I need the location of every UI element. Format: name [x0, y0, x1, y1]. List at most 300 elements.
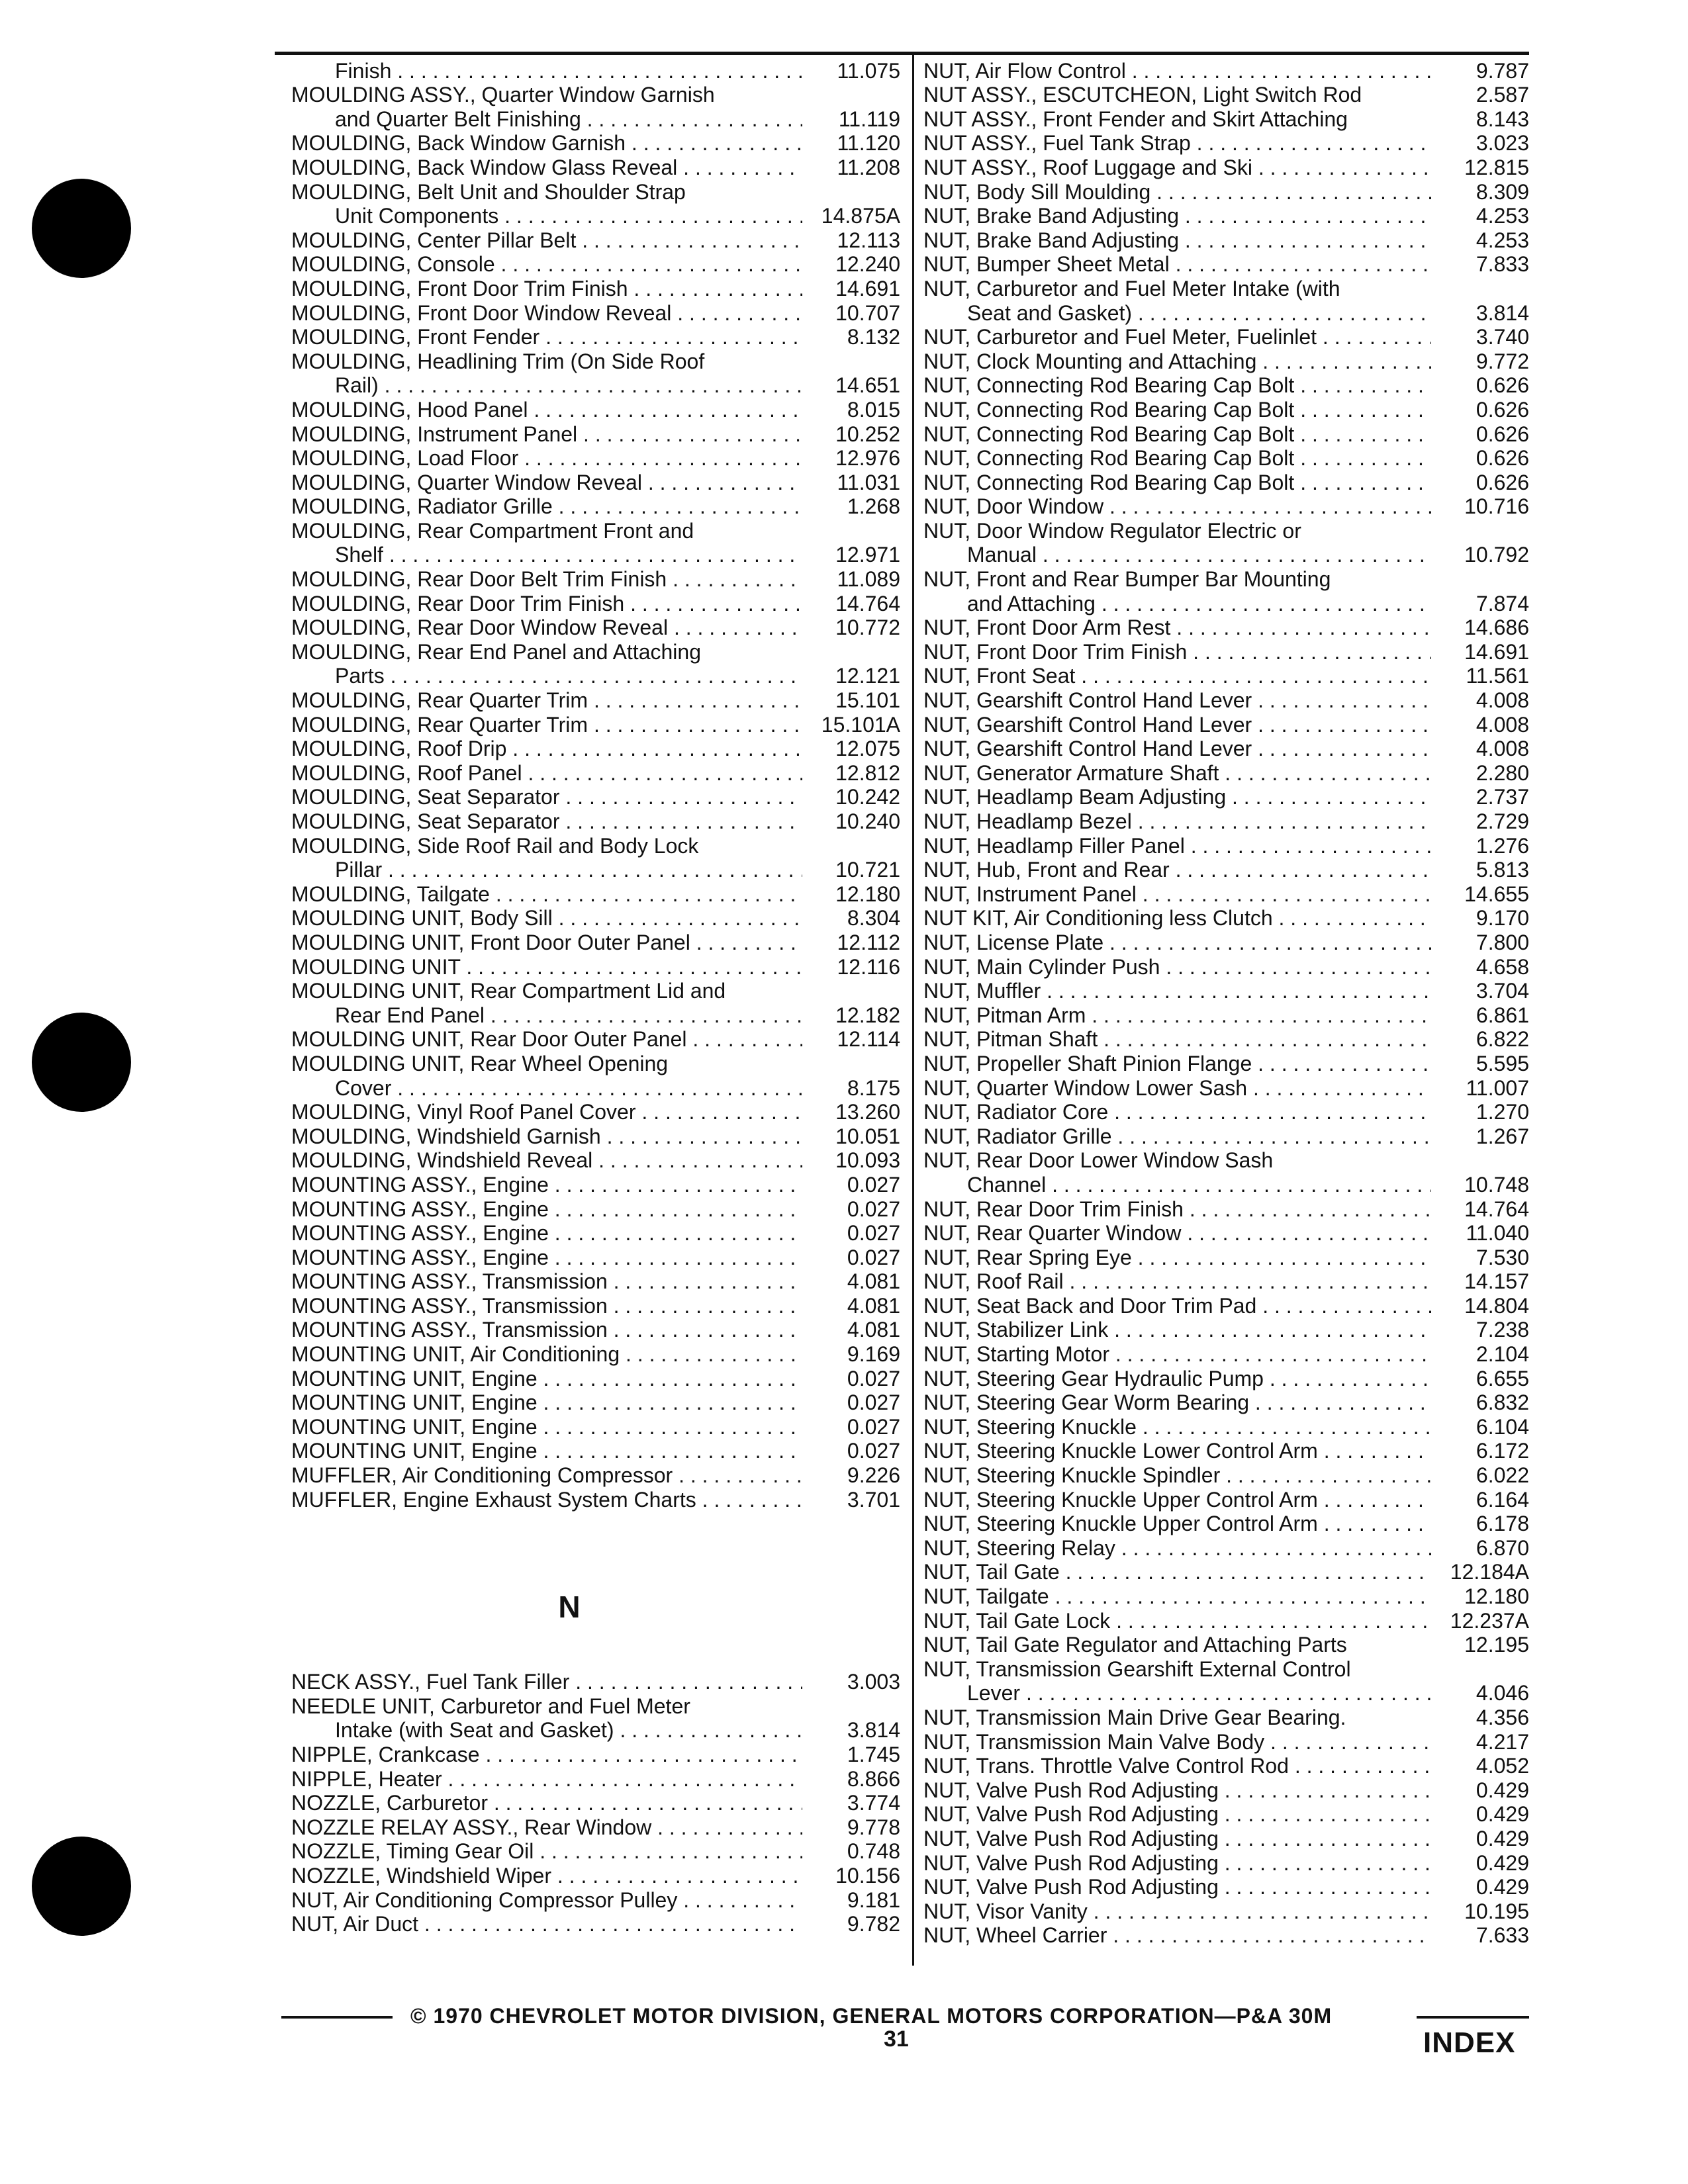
entry-page-ref: 3.003 — [847, 1670, 900, 1694]
entry-text: MOULDING, Front Door Window Reveal . . . — [291, 301, 802, 325]
entry-text: NUT, Tail Gate Regulator and Attaching Parts — [923, 1633, 1347, 1657]
index-entry — [923, 833, 1529, 858]
entry-page-ref: 0.626 — [1476, 422, 1529, 446]
entry-page-ref: 10.716 — [1464, 494, 1529, 519]
entry-text: NUT, Carburetor and Fuel Meter Intake (with — [923, 276, 1340, 300]
index-entry — [923, 688, 1529, 712]
entry-page-ref: 14.764 — [1464, 1197, 1529, 1221]
entry-text: MOULDING, Rear End Panel and Attaching — [291, 639, 701, 664]
entry-page-ref: 9.226 — [847, 1463, 900, 1488]
entry-page-ref: 4.217 — [1476, 1729, 1529, 1754]
entry-text: Rail) . . . — [291, 373, 802, 397]
entry-text: MOULDING, Back Window Glass Reveal . . . — [291, 156, 802, 179]
entry-page-ref: 0.027 — [847, 1366, 900, 1390]
entry-page-ref: 14.651 — [835, 373, 900, 398]
index-entry — [291, 809, 900, 833]
entry-text: NUT, Quarter Window Lower Sash . . . — [923, 1076, 1431, 1100]
index-entry — [291, 1463, 900, 1487]
entry-text: NUT, Front Door Trim Finish . . . — [923, 640, 1431, 664]
entry-page-ref: 10.772 — [835, 615, 900, 640]
entry-text: MOUNTING ASSY., Transmission . . . — [291, 1269, 802, 1293]
entry-text: NUT, Door Window Regulator Electric or — [923, 518, 1301, 543]
index-entry — [291, 615, 900, 640]
entry-text: and Attaching . . . — [923, 592, 1431, 615]
index-entry — [291, 1863, 900, 1888]
entry-text: MUFFLER, Engine Exhaust System Charts . . . — [291, 1488, 802, 1512]
entry-page-ref: 6.655 — [1476, 1366, 1529, 1390]
entry-page-ref: 1.745 — [847, 1743, 900, 1766]
entry-text: MOULDING, Side Roof Rail and Body Lock — [291, 833, 699, 858]
index-entry — [291, 1742, 900, 1766]
entry-text: NUT, Front and Rear Bumper Bar Mounting — [923, 567, 1331, 592]
entry-text: MOULDING, Headlining Trim (On Side Roof — [291, 349, 705, 373]
entry-text: NUT, Headlamp Bezel . . . — [923, 809, 1431, 833]
entry-page-ref: 12.971 — [835, 543, 900, 567]
entry-text: MOUNTING ASSY., Engine . . . — [291, 1197, 802, 1221]
index-list-n — [291, 1670, 900, 1936]
entry-text: Seat and Gasket) . . . — [923, 301, 1431, 325]
entry-text: NUT, Rear Door Lower Window Sash — [923, 1148, 1274, 1173]
index-entry — [923, 325, 1529, 349]
entry-text: NUT, Muffler . . . — [923, 979, 1431, 1003]
entry-page-ref: 9.181 — [847, 1888, 900, 1912]
entry-page-ref: 12.184A — [1450, 1560, 1529, 1584]
entry-page-ref: 0.027 — [847, 1414, 900, 1439]
index-entry — [923, 1778, 1529, 1802]
entry-page-ref: 7.833 — [1476, 252, 1529, 277]
index-entry — [923, 1245, 1529, 1269]
entry-text: NUT, Transmission Main Valve Body . . . — [923, 1730, 1431, 1754]
entry-text: NUT, Main Cylinder Push . . . — [923, 955, 1431, 979]
entry-text: MOULDING UNIT, Body Sill . . . — [291, 906, 802, 930]
entry-page-ref: 14.804 — [1464, 1293, 1529, 1318]
entry-page-ref: 4.008 — [1476, 737, 1529, 761]
entry-page-ref: 7.800 — [1476, 930, 1529, 954]
index-entry — [923, 107, 1529, 131]
index-entry — [923, 567, 1529, 591]
entry-text: NUT, Seat Back and Door Trim Pad . . . — [923, 1294, 1431, 1318]
entry-page-ref: 14.875A — [821, 204, 900, 228]
entry-text: MOULDING, Vinyl Roof Panel Cover . . . — [291, 1100, 802, 1124]
index-entry — [291, 979, 900, 1003]
index-entry — [291, 1414, 900, 1439]
entry-text: NUT, Valve Push Rod Adjusting . . . — [923, 1802, 1431, 1826]
index-entry — [923, 446, 1529, 471]
index-entry — [291, 1694, 900, 1718]
entry-page-ref: 12.075 — [835, 737, 900, 761]
entry-text: NUT, Steering Knuckle Upper Control Arm . . . — [923, 1488, 1431, 1512]
entry-text: NUT, Connecting Rod Bearing Cap Bolt . . . — [923, 398, 1431, 422]
index-entry — [923, 518, 1529, 543]
entry-text: MOULDING, Rear Door Window Reveal . . . — [291, 615, 802, 639]
entry-text: NUT, Gearshift Control Hand Lever . . . — [923, 737, 1431, 760]
index-entry — [923, 712, 1529, 737]
index-entry — [923, 83, 1529, 107]
entry-text: NUT, Tail Gate Lock . . . — [923, 1609, 1431, 1633]
entry-page-ref: 0.027 — [847, 1390, 900, 1415]
entry-page-ref: 6.822 — [1476, 1027, 1529, 1052]
index-entry — [291, 712, 900, 737]
index-entry — [923, 1463, 1529, 1487]
index-entry — [291, 930, 900, 954]
entry-page-ref: 11.040 — [1466, 1221, 1529, 1246]
entry-page-ref: 11.075 — [837, 58, 900, 83]
index-entry — [291, 422, 900, 446]
entry-page-ref: 9.778 — [847, 1815, 900, 1839]
entry-page-ref: 3.774 — [847, 1791, 900, 1815]
index-entry — [291, 664, 900, 688]
entry-page-ref: 14.655 — [1464, 882, 1529, 906]
index-entry — [923, 1027, 1529, 1052]
entry-text: NUT, Transmission Gearshift External Control — [923, 1657, 1351, 1681]
index-entry — [923, 349, 1529, 373]
index-entry — [923, 882, 1529, 906]
entry-page-ref: 6.172 — [1476, 1439, 1529, 1463]
entry-page-ref: 3.023 — [1476, 131, 1529, 156]
entry-text: Lever . . . — [923, 1681, 1431, 1705]
entry-page-ref: 12.180 — [835, 882, 900, 906]
entry-page-ref: 14.691 — [835, 276, 900, 300]
entry-text: MUFFLER, Air Conditioning Compressor . . . — [291, 1463, 802, 1487]
entry-page-ref: 4.081 — [847, 1269, 900, 1294]
entry-page-ref: 10.252 — [835, 422, 900, 446]
entry-page-ref: 6.870 — [1476, 1535, 1529, 1560]
entry-page-ref: 10.195 — [1464, 1899, 1529, 1923]
index-entry — [291, 276, 900, 300]
index-entry — [291, 1912, 900, 1936]
entry-text: MOULDING, Tailgate . . . — [291, 882, 802, 906]
entry-text: MOUNTING ASSY., Transmission . . . — [291, 1318, 802, 1342]
index-entry — [291, 58, 900, 83]
entry-page-ref: 0.626 — [1476, 446, 1529, 471]
entry-text: NUT ASSY., ESCUTCHEON, Light Switch Rod — [923, 83, 1362, 107]
index-entry — [923, 1439, 1529, 1463]
index-entry — [291, 1487, 900, 1512]
index-entry — [923, 858, 1529, 882]
index-entry — [923, 615, 1529, 640]
entry-text: NUT, Instrument Panel . . . — [923, 882, 1431, 906]
entry-page-ref: 6.164 — [1476, 1487, 1529, 1512]
entry-page-ref: 0.626 — [1476, 373, 1529, 398]
index-entry — [923, 228, 1529, 252]
index-entry — [291, 446, 900, 471]
entry-text: NOZZLE, Windshield Wiper . . . — [291, 1864, 802, 1888]
index-entry — [923, 1342, 1529, 1366]
index-entry — [291, 155, 900, 179]
entry-text: NUT ASSY., Front Fender and Skirt Attaching — [923, 107, 1348, 131]
index-entry — [291, 1815, 900, 1839]
entry-text: NUT, Starting Motor . . . — [923, 1342, 1431, 1366]
entry-text: NUT, Connecting Rod Bearing Cap Bolt . . . — [923, 422, 1431, 446]
page-number: 31 — [884, 2026, 909, 2052]
index-entry — [923, 1318, 1529, 1342]
entry-page-ref: 0.429 — [1476, 1875, 1529, 1899]
index-entry — [923, 1197, 1529, 1221]
index-entry — [291, 179, 900, 204]
entry-page-ref: 11.208 — [837, 155, 900, 179]
entry-text: NUT, Headlamp Beam Adjusting . . . — [923, 785, 1431, 809]
index-entry — [291, 470, 900, 494]
entry-text: MOULDING, Radiator Grille . . . — [291, 494, 802, 518]
index-entry — [923, 979, 1529, 1003]
index-entry — [291, 688, 900, 712]
entry-page-ref: 8.866 — [847, 1766, 900, 1791]
entry-page-ref: 0.027 — [847, 1439, 900, 1463]
index-entry — [291, 1075, 900, 1100]
index-entry — [291, 1766, 900, 1791]
entry-text: NUT, Pitman Shaft . . . — [923, 1027, 1431, 1051]
entry-page-ref: 1.267 — [1476, 1124, 1529, 1148]
entry-text: MOULDING, Instrument Panel . . . — [291, 422, 802, 446]
entry-text: NUT, Steering Knuckle Lower Control Arm . . . — [923, 1439, 1431, 1463]
index-entry — [923, 131, 1529, 156]
index-entry — [291, 1100, 900, 1124]
entry-text: NUT KIT, Air Conditioning less Clutch . . . — [923, 906, 1431, 930]
index-entry — [291, 785, 900, 809]
entry-page-ref: 12.976 — [835, 446, 900, 471]
index-entry — [291, 300, 900, 325]
index-entry — [923, 809, 1529, 833]
entry-text: NUT, Clock Mounting and Attaching . . . — [923, 349, 1431, 373]
index-entry — [923, 1923, 1529, 1948]
entry-page-ref: 4.253 — [1476, 228, 1529, 252]
entry-text: NUT, Gearshift Control Hand Lever . . . — [923, 713, 1431, 737]
index-entry — [291, 204, 900, 228]
entry-text: NEEDLE UNIT, Carburetor and Fuel Meter — [291, 1694, 690, 1718]
index-entry — [923, 155, 1529, 179]
index-entry — [291, 1791, 900, 1815]
entry-text: NUT, Steering Knuckle Spindler . . . — [923, 1463, 1431, 1487]
entry-text: Unit Components . . . — [291, 204, 802, 228]
index-entry — [291, 1003, 900, 1027]
entry-text: Parts . . . — [291, 664, 802, 688]
index-entry — [291, 1718, 900, 1743]
index-entry — [923, 760, 1529, 785]
entry-text: MOULDING, Rear Compartment Front and — [291, 518, 694, 543]
footer-copyright: © 1970 CHEVROLET MOTOR DIVISION, GENERAL MOTORS CORPORATION—P&A 30M — [410, 2004, 1333, 2028]
entry-text: MOULDING, Seat Separator . . . — [291, 809, 802, 833]
entry-text: MOULDING UNIT, Rear Wheel Opening — [291, 1051, 669, 1075]
entry-page-ref: 2.729 — [1476, 809, 1529, 833]
index-entry — [291, 494, 900, 519]
index-entry — [923, 1633, 1529, 1657]
entry-page-ref: 15.101 — [835, 688, 900, 713]
entry-text: and Quarter Belt Finishing . . . — [291, 107, 802, 131]
index-column-left — [291, 58, 900, 1936]
entry-page-ref: 11.561 — [1466, 664, 1529, 688]
entry-page-ref: 12.195 — [1464, 1633, 1529, 1657]
entry-text: NUT, Tail Gate . . . — [923, 1560, 1431, 1584]
entry-text: NUT, Air Conditioning Compressor Pulley . . . — [291, 1888, 802, 1912]
entry-text: MOULDING UNIT, Rear Compartment Lid and — [291, 979, 726, 1003]
entry-text: NUT, Steering Knuckle . . . — [923, 1415, 1431, 1439]
index-entry — [923, 639, 1529, 664]
entry-page-ref: 0.429 — [1476, 1850, 1529, 1875]
entry-page-ref: 11.119 — [838, 107, 900, 131]
entry-page-ref: 8.175 — [847, 1075, 900, 1100]
entry-page-ref: 8.015 — [847, 397, 900, 422]
index-entry — [291, 1888, 900, 1912]
entry-page-ref: 7.633 — [1476, 1923, 1529, 1948]
index-entry — [923, 204, 1529, 228]
entry-text: NUT, Air Duct . . . — [291, 1912, 802, 1936]
entry-text: MOUNTING ASSY., Engine . . . — [291, 1246, 802, 1269]
entry-text: MOUNTING UNIT, Engine . . . — [291, 1367, 802, 1390]
entry-page-ref: 4.081 — [847, 1293, 900, 1318]
entry-page-ref: 10.156 — [835, 1863, 900, 1888]
index-entry — [291, 567, 900, 591]
index-entry — [923, 1560, 1529, 1584]
entry-text: MOULDING, Rear Quarter Trim . . . — [291, 713, 802, 737]
index-entry — [291, 107, 900, 131]
index-entry — [291, 1221, 900, 1246]
entry-text: NUT, Tailgate . . . — [923, 1584, 1431, 1608]
entry-text: MOULDING, Roof Drip . . . — [291, 737, 802, 760]
entry-page-ref: 6.104 — [1476, 1414, 1529, 1439]
index-entry — [923, 1729, 1529, 1754]
entry-page-ref: 5.813 — [1476, 858, 1529, 882]
entry-page-ref: 10.051 — [835, 1124, 900, 1148]
entry-text: MOULDING, Seat Separator . . . — [291, 785, 802, 809]
index-entry — [923, 1269, 1529, 1294]
entry-page-ref: 10.748 — [1464, 1172, 1529, 1197]
entry-text: NUT, Carburetor and Fuel Meter, Fuelinlet . . . — [923, 325, 1431, 349]
index-entry — [923, 1366, 1529, 1390]
index-entry — [923, 1754, 1529, 1778]
entry-text: NUT, Propeller Shaft Pinion Flange . . . — [923, 1052, 1431, 1075]
entry-text: NOZZLE, Timing Gear Oil . . . — [291, 1839, 802, 1863]
entry-text: NUT, Rear Spring Eye . . . — [923, 1246, 1431, 1269]
entry-page-ref: 10.242 — [835, 785, 900, 809]
entry-text: NUT, Gearshift Control Hand Lever . . . — [923, 688, 1431, 712]
entry-page-ref: 12.121 — [835, 664, 900, 688]
entry-page-ref: 4.081 — [847, 1318, 900, 1342]
index-entry — [923, 1584, 1529, 1608]
entry-text: MOULDING, Front Door Trim Finish . . . — [291, 277, 802, 300]
entry-text: NUT, Hub, Front and Rear . . . — [923, 858, 1431, 882]
entry-page-ref: 12.182 — [835, 1003, 900, 1027]
index-entry — [291, 1318, 900, 1342]
index-entry — [923, 1899, 1529, 1923]
entry-page-ref: 8.309 — [1476, 179, 1529, 204]
entry-text: NUT, Rear Door Trim Finish . . . — [923, 1197, 1431, 1221]
entry-page-ref: 8.304 — [847, 906, 900, 931]
entry-text: NUT, Front Seat . . . — [923, 664, 1431, 688]
index-entry — [291, 83, 900, 107]
entry-page-ref: 10.093 — [835, 1148, 900, 1173]
entry-page-ref: 4.658 — [1476, 954, 1529, 979]
entry-text: MOUNTING ASSY., Engine . . . — [291, 1173, 802, 1197]
entry-page-ref: 2.104 — [1476, 1342, 1529, 1367]
index-entry — [291, 906, 900, 931]
entry-text: MOULDING, Load Floor . . . — [291, 446, 802, 470]
entry-text: NUT, Brake Band Adjusting . . . — [923, 228, 1431, 252]
index-entry — [923, 422, 1529, 446]
entry-text: NUT ASSY., Fuel Tank Strap . . . — [923, 131, 1431, 155]
index-entry — [923, 179, 1529, 204]
entry-page-ref: 2.587 — [1476, 83, 1529, 107]
entry-text: MOUNTING UNIT, Engine . . . — [291, 1439, 802, 1463]
binder-hole-top — [32, 179, 131, 278]
entry-page-ref: 12.116 — [837, 954, 900, 979]
index-entry — [291, 858, 900, 882]
index-entry — [923, 1293, 1529, 1318]
entry-text: NUT, Air Flow Control . . . — [923, 59, 1431, 83]
spacer — [291, 1655, 900, 1670]
entry-page-ref: 9.787 — [1476, 58, 1529, 83]
entry-text: Cover . . . — [291, 1076, 802, 1100]
index-entry — [923, 1075, 1529, 1100]
index-entry — [923, 954, 1529, 979]
entry-text: NUT, Stabilizer Link . . . — [923, 1318, 1431, 1342]
entry-text: NECK ASSY., Fuel Tank Filler . . . — [291, 1670, 802, 1694]
entry-text: MOULDING, Windshield Reveal . . . — [291, 1148, 802, 1172]
entry-text: NUT, Connecting Rod Bearing Cap Bolt . . . — [923, 471, 1431, 494]
index-entry — [291, 1269, 900, 1294]
entry-page-ref: 6.832 — [1476, 1390, 1529, 1415]
entry-page-ref: 4.046 — [1476, 1681, 1529, 1706]
index-entry — [291, 1366, 900, 1390]
index-entry — [291, 131, 900, 156]
index-entry — [923, 1414, 1529, 1439]
index-entry — [923, 276, 1529, 300]
entry-text: MOULDING, Windshield Garnish . . . — [291, 1124, 802, 1148]
entry-text: MOULDING, Rear Door Trim Finish . . . — [291, 592, 802, 615]
entry-page-ref: 4.052 — [1476, 1754, 1529, 1778]
index-entry — [923, 470, 1529, 494]
entry-text: MOUNTING UNIT, Engine . . . — [291, 1390, 802, 1414]
entry-text: MOULDING, Quarter Window Reveal . . . — [291, 471, 802, 494]
entry-text: NUT, Rear Quarter Window . . . — [923, 1221, 1431, 1245]
section-label: INDEX — [1423, 2026, 1516, 2059]
entry-page-ref: 4.253 — [1476, 204, 1529, 228]
entry-text: MOULDING, Back Window Garnish . . . — [291, 131, 802, 155]
index-entry — [923, 906, 1529, 931]
index-entry — [291, 1197, 900, 1221]
entry-page-ref: 1.270 — [1476, 1100, 1529, 1124]
entry-text: NUT, Radiator Core . . . — [923, 1100, 1431, 1124]
entry-text: MOULDING ASSY., Quarter Window Garnish — [291, 83, 715, 107]
index-entry — [923, 1512, 1529, 1536]
index-entry — [923, 373, 1529, 398]
entry-text: MOULDING UNIT . . . — [291, 955, 802, 979]
entry-page-ref: 0.626 — [1476, 470, 1529, 494]
index-list-nut — [923, 58, 1529, 1947]
entry-page-ref: 10.792 — [1464, 543, 1529, 567]
entry-text: NUT, Radiator Grille . . . — [923, 1124, 1431, 1148]
entry-text: Intake (with Seat and Gasket) . . . — [291, 1718, 802, 1742]
index-entry — [923, 1003, 1529, 1027]
entry-text: NUT, Door Window . . . — [923, 494, 1431, 518]
entry-page-ref: 0.429 — [1476, 1778, 1529, 1802]
entry-page-ref: 6.178 — [1476, 1512, 1529, 1536]
entry-page-ref: 2.280 — [1476, 760, 1529, 785]
entry-page-ref: 3.814 — [1476, 300, 1529, 325]
index-entry — [923, 1100, 1529, 1124]
entry-text: NIPPLE, Crankcase . . . — [291, 1743, 802, 1766]
entry-text: NUT, Valve Push Rod Adjusting . . . — [923, 1851, 1431, 1875]
entry-text: NUT, Trans. Throttle Valve Control Rod . . . — [923, 1754, 1431, 1778]
entry-text: MOULDING, Rear Quarter Trim . . . — [291, 688, 802, 712]
entry-text: MOULDING, Roof Panel . . . — [291, 761, 802, 785]
entry-text: MOULDING, Console . . . — [291, 252, 802, 276]
entry-text: MOULDING UNIT, Front Door Outer Panel . . . — [291, 931, 802, 954]
entry-text: NUT, Generator Armature Shaft . . . — [923, 761, 1431, 785]
entry-text: NUT, Transmission Main Drive Gear Bearing. — [923, 1705, 1346, 1729]
entry-page-ref: 0.027 — [847, 1245, 900, 1269]
index-entry — [923, 1705, 1529, 1729]
index-entry — [291, 543, 900, 567]
